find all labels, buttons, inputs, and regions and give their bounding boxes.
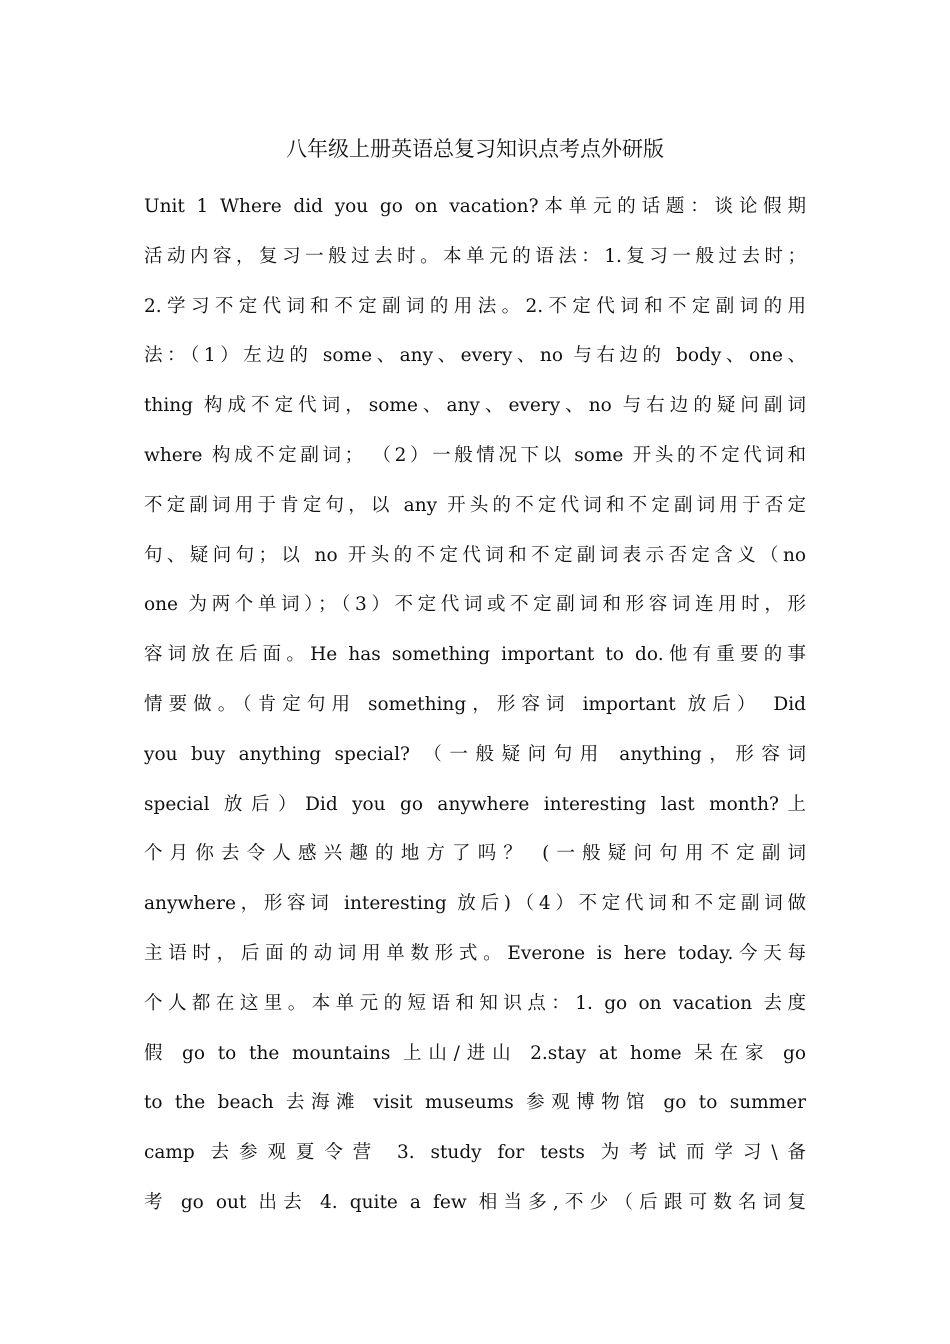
text-line: you buy anything special? （一般疑问句用 anything，形容词 (144, 743, 806, 765)
text-line: 不定副词用于肯定句，以 any 开头的不定代词和不定副词用于否定 (144, 494, 806, 516)
text-line: special 放后）Did you go anywhere interesting last month?上 (144, 793, 806, 815)
text-line: anywhere，形容词 interesting 放后)（4）不定代词和不定副词做 (144, 893, 806, 915)
text-line: where 构成不定副词； （2）一般情况下以 some 开头的不定代词和 (144, 444, 806, 466)
text-line: 考 go out 出去 4. quite a few 相当多,不少（后跟可数名词复 (144, 1191, 806, 1213)
text-line: 活动内容，复习一般过去时。本单元的语法：1.复习一般过去时； (144, 245, 806, 267)
text-line: 句、疑问句；以 no 开头的不定代词和不定副词表示否定含义（no (144, 544, 806, 566)
text-line: 容词放在后面。He has something important to do.他有重要的事 (144, 644, 806, 666)
text-line: Unit 1 Where did you go on vacation?本单元的话题：谈论假期 (144, 196, 806, 217)
text-line: 法：（1）左边的 some、any、every、no 与右边的 body、one、 (144, 345, 806, 367)
text-line: 假 go to the mountains 上山/进山 2.stay at home 呆在家 go (144, 1042, 806, 1064)
text-line: 个月你去令人感兴趣的地方了吗？ (一般疑问句用不定副词 (144, 843, 806, 865)
text-line: camp 去参观夏令营 3. study for tests 为考试而学习\备 (144, 1142, 806, 1164)
text-line: 情要做。（肯定句用 something，形容词 important 放后） Did (144, 693, 806, 715)
text-line: thing 构成不定代词，some、any、every、no 与右边的疑问副词 (144, 395, 806, 417)
text-line: 个人都在这里。本单元的短语和知识点：1. go on vacation 去度 (144, 992, 806, 1014)
text-line: to the beach 去海滩 visit museums 参观博物馆 go to summer (144, 1092, 806, 1114)
document-body (144, 182, 806, 1228)
document-title: 八年级上册英语总复习知识点考点外研版 (286, 137, 664, 161)
text-line: 主语时，后面的动词用单数形式。Everone is here today.今天每 (144, 942, 806, 964)
text-line: one 为两个单词）；（3）不定代词或不定副词和形容词连用时，形 (144, 594, 806, 616)
text-line: 2.学习不定代词和不定副词的用法。2.不定代词和不定副词的用 (144, 295, 806, 317)
